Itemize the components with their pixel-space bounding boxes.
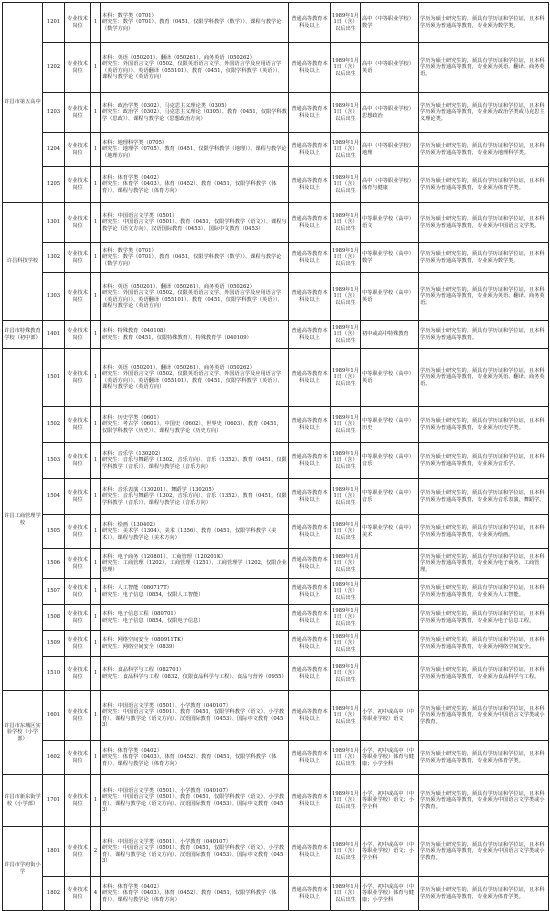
education-requirement: 普通高等教育本科及以上: [289, 203, 331, 243]
table-row: [3, 877, 549, 911]
post-code: 1302: [43, 243, 65, 273]
education-requirement: 普通高等教育本科及以上: [289, 775, 331, 827]
unit-name: 许昌市新东街学校（小学部）: [3, 775, 43, 827]
major-requirement: 本科：体育学类（0402） 研究生：体育学（0403）、体育（0452）、教育（0451，仅限学科教学（体育））、课程与教学论（体育方向）: [101, 877, 289, 911]
age-requirement: 1989年1月1日（含）以后出生: [331, 479, 361, 515]
age-requirement: 1989年1月1日（含）以后出生: [331, 93, 361, 133]
post-code: 1701: [43, 775, 65, 827]
post-code: 1602: [43, 741, 65, 775]
age-requirement: 1989年1月1日（含）以后出生: [331, 203, 361, 243]
post-count: 1: [91, 549, 101, 579]
table-row: [3, 605, 549, 631]
post-count: 1: [91, 631, 101, 657]
other-requirement: 学历为硕士研究生的，须具有学历证和学位证，且本科学历须为普通高等教育，专业须为电子商务、工商管理。: [419, 549, 549, 579]
table-row: [3, 479, 549, 515]
teaching-subject: 中等职业学校（高中）音乐: [361, 443, 419, 479]
post-count: 1: [91, 167, 101, 203]
post-type: 专业技术岗位: [65, 877, 91, 911]
other-requirement: 学历为硕士研究生的，须具有学历证和学位证，且本科学历须为普通高等教育，专业须为中国语言文学类或小学教育。: [419, 691, 549, 741]
table-row: [3, 273, 549, 321]
table-row: [3, 691, 549, 741]
teaching-subject: 小学、初中或高中（中等职业学校）体育与健康；小学全科: [361, 877, 419, 911]
table-row: [3, 133, 549, 167]
other-requirement: 学历为硕士研究生的，须具有学历证和学位证，且本科学历须为普通高等教育，专业须为地理科学类。: [419, 133, 549, 167]
major-requirement: 本科：音乐学（130202） 研究生：音乐与舞蹈学（1302，音乐方向）、音乐（1352）、教育（0451，仅限学科教学（音乐））、课程与教学论（音乐方向）: [101, 443, 289, 479]
education-requirement: 普通高等教育本科及以上: [289, 93, 331, 133]
table-row: [3, 827, 549, 877]
age-requirement: 1989年1月1日（含）以后出生: [331, 43, 361, 93]
post-type: 专业技术岗位: [65, 3, 91, 43]
post-code: 1502: [43, 407, 65, 443]
post-type: 专业技术岗位: [65, 479, 91, 515]
major-requirement: 本科：体育学类（0402） 研究生：体育学（0403）、体育（0452）、教育（0451，仅限学科教学（体育））、课程与教学论（体育方向）: [101, 167, 289, 203]
table-row: [3, 43, 549, 93]
major-requirement: 本科：中国语言文学类（0501）、小学教育（040107） 研究生：中国语言文学（0501）、教育（0451，仅限学科教学（语文）、小学教育）、课程与教学论（语文方向）、汉语国际教育（0453）、国际中文教育（0453）: [101, 775, 289, 827]
major-requirement: 本科：英语（050201）、翻译（050261）、商务英语（050262） 研究生：外国语言文学（0502，仅限英语语言文学、外国语言学及应用语言学（英语方向））、英语翻译（055101）、教育（0451，仅限学科教学（英语））、课程与教学论（英语方向）: [101, 349, 289, 407]
other-requirement: 学历为硕士研究生的，须具有学历证和学位证，且本科学历须为普通高等教育，专业须为中国语言文学类或小学教育。: [419, 775, 549, 827]
teaching-subject: 中等职业学校（高中）数学: [361, 243, 419, 273]
major-requirement: 本科：中国语言文学类（0501）、小学教育（040107） 研究生：中国语言文学（0501）、教育（0451，仅限学科教学（语文）、小学教育）、课程与教学论（语文方向）、汉语国际教育（0453）、国际中文教育（0453）: [101, 691, 289, 741]
age-requirement: 1989年1月1日（含）以后出生: [331, 407, 361, 443]
major-requirement: 本科：人工智能（080717T） 研究生：电子信息（0854，仅限人工智能）: [101, 579, 289, 605]
age-requirement: 1989年1月1日（含）以后出生: [331, 827, 361, 877]
other-requirement: 学历为硕士研究生的，须具有学历证和学位证，且本科学历须为普通高等教育，专业须为绘画。: [419, 515, 549, 549]
recruitment-table: [2, 2, 549, 911]
table-row: [3, 549, 549, 579]
teaching-subject: [361, 605, 419, 631]
age-requirement: 1989年1月1日（含）以后出生: [331, 631, 361, 657]
post-code: 1509: [43, 631, 65, 657]
age-requirement: 1989年1月1日（含）以后出生: [331, 691, 361, 741]
post-count: 1: [91, 479, 101, 515]
age-requirement: 1989年1月1日（含）以后出生: [331, 133, 361, 167]
other-requirement: 学历为硕士研究生的，须具有学历证和学位证，且本科学历须为普通高等教育，专业须为数学类。: [419, 3, 549, 43]
post-count: 1: [91, 691, 101, 741]
education-requirement: 普通高等教育本科及以上: [289, 549, 331, 579]
teaching-subject: 高中（中等职业学校）英语: [361, 43, 419, 93]
post-count: 1: [91, 657, 101, 691]
post-count: 1: [91, 407, 101, 443]
major-requirement: 本科：电子信息工程（080701） 研究生：电子信息（0854，仅限电子信息）: [101, 605, 289, 631]
post-code: 1802: [43, 877, 65, 911]
teaching-subject: 中等职业学校（高中）英语: [361, 273, 419, 321]
other-requirement: 学历为硕士研究生的，须具有学历证和学位证，且本科学历须为普通高等教育，专业须为音乐表演、舞蹈学。: [419, 479, 549, 515]
post-type: 专业技术岗位: [65, 321, 91, 349]
education-requirement: 普通高等教育本科及以上: [289, 321, 331, 349]
post-type: 专业技术岗位: [65, 827, 91, 877]
post-code: 1507: [43, 579, 65, 605]
unit-name: 许昌市特殊教育学校（初中部）: [3, 321, 43, 349]
post-type: 专业技术岗位: [65, 579, 91, 605]
major-requirement: 本科：数学类（0701） 研究生：数学（0701）、教育（0451，仅限学科教学（数学））、课程与教学论（数学方向）: [101, 243, 289, 273]
teaching-subject: 中等职业学校（高中）英语: [361, 349, 419, 407]
education-requirement: 普通高等教育本科及以上: [289, 657, 331, 691]
post-type: 专业技术岗位: [65, 775, 91, 827]
table-row: [3, 407, 549, 443]
education-requirement: 普通高等教育本科及以上: [289, 479, 331, 515]
teaching-subject: 中等职业学校（高中）音乐: [361, 479, 419, 515]
education-requirement: 普通高等教育本科及以上: [289, 407, 331, 443]
post-type: 专业技术岗位: [65, 691, 91, 741]
major-requirement: 本科：特殊教育（040108） 研究生：教育（0451，仅限特殊教育）、特殊教育学（040109）: [101, 321, 289, 349]
table-row: [3, 3, 549, 43]
education-requirement: 普通高等教育本科及以上: [289, 579, 331, 605]
other-requirement: 学历为硕士研究生的，须具有学历证和学位证，且本科学历须为普通高等教育，专业须为英语、翻译、商务英语。: [419, 43, 549, 93]
age-requirement: 1989年1月1日（含）以后出生: [331, 579, 361, 605]
age-requirement: 1989年1月1日（含）以后出生: [331, 273, 361, 321]
teaching-subject: 高中（中等职业学校）数学: [361, 3, 419, 43]
post-code: 1204: [43, 133, 65, 167]
age-requirement: 1989年1月1日（含）以后出生: [331, 515, 361, 549]
post-type: 专业技术岗位: [65, 133, 91, 167]
teaching-subject: 中等职业学校（高中）美术: [361, 515, 419, 549]
table-row: [3, 349, 549, 407]
unit-name: 许昌市第五高中: [3, 3, 43, 203]
table-row: [3, 443, 549, 479]
education-requirement: 普通高等教育本科及以上: [289, 43, 331, 93]
post-type: 专业技术岗位: [65, 273, 91, 321]
major-requirement: 本科：数学类（0701） 研究生：数学（0701）、教育（0451，仅限学科教学（数学））、课程与教学论（数学方向）: [101, 3, 289, 43]
post-count: 1: [91, 273, 101, 321]
major-requirement: 本科：绘画（130402） 研究生：美术学（1304）、美术（1356）、教育（0451，仅限学科教学（美术））、课程与教学论（美术方向）: [101, 515, 289, 549]
post-type: 专业技术岗位: [65, 43, 91, 93]
post-count: 1: [91, 605, 101, 631]
post-code: 1508: [43, 605, 65, 631]
post-code: 1401: [43, 321, 65, 349]
post-count: 1: [91, 203, 101, 243]
major-requirement: 本科：政治学类（0302）、马克思主义理论类（0305） 研究生：政治学（0302）、马克思主义理论（0305）、教育（0451，仅限学科教学（思政））、课程与教学论（思想政治方向）: [101, 93, 289, 133]
post-type: 专业技术岗位: [65, 657, 91, 691]
table-row: [3, 657, 549, 691]
education-requirement: 普通高等教育本科及以上: [289, 605, 331, 631]
table-row: [3, 203, 549, 243]
education-requirement: 普通高等教育本科及以上: [289, 827, 331, 877]
post-code: 1303: [43, 273, 65, 321]
other-requirement: 学历为硕士研究生的，须具有学历证和学位证，且本科学历须为普通高等教育，专业须为网络空间安全。: [419, 631, 549, 657]
education-requirement: 普通高等教育本科及以上: [289, 443, 331, 479]
table-row: [3, 167, 549, 203]
post-type: 专业技术岗位: [65, 243, 91, 273]
post-type: 专业技术岗位: [65, 741, 91, 775]
major-requirement: 本科：中国语言文学类（0501） 研究生：中国语言文学（0501）、教育（0451，仅限学科教学（语文））、课程与教学论（语文方向）、汉语国际教育（0453）、国际中文教育（0453）: [101, 203, 289, 243]
other-requirement: 学历为硕士研究生的，须具有学历证和学位证，且本科学历须为普通高等教育，专业须为电子信息工程。: [419, 605, 549, 631]
post-count: 1: [91, 741, 101, 775]
teaching-subject: [361, 631, 419, 657]
post-code: 1503: [43, 443, 65, 479]
post-type: 专业技术岗位: [65, 93, 91, 133]
teaching-subject: 小学、初中或高中（中等职业学校）语文；小学全科: [361, 827, 419, 877]
post-type: 专业技术岗位: [65, 407, 91, 443]
age-requirement: 1989年1月1日（含）以后出生: [331, 443, 361, 479]
other-requirement: 学历为硕士研究生的，须具有学历证和学位证，且本科学历须为普通高等教育，专业须为数学类。: [419, 243, 549, 273]
post-code: 1601: [43, 691, 65, 741]
teaching-subject: 小学、初中或高中（中等职业学校）语文；小学全科: [361, 775, 419, 827]
post-count: 1: [91, 3, 101, 43]
age-requirement: 1989年1月1日（含）以后出生: [331, 605, 361, 631]
teaching-subject: 小学、初中或高中（中等职业学校）体育与健康；小学全科: [361, 741, 419, 775]
unit-name: 许昌科技学校: [3, 203, 43, 321]
age-requirement: 1989年1月1日（含）以后出生: [331, 243, 361, 273]
other-requirement: 学历为硕士研究生的，须具有学历证和学位证，且本科学历须为普通高等教育，专业须为体育学类。: [419, 167, 549, 203]
post-code: 1202: [43, 43, 65, 93]
post-code: 1505: [43, 515, 65, 549]
age-requirement: 1989年1月1日（含）以后出生: [331, 3, 361, 43]
education-requirement: 普通高等教育本科及以上: [289, 877, 331, 911]
other-requirement: 学历为硕士研究生的，须具有学历证和学位证，且本科学历须为普通高等教育，专业须为体育学类。: [419, 741, 549, 775]
age-requirement: 1989年1月1日（含）以后出生: [331, 549, 361, 579]
table-row: [3, 321, 549, 349]
other-requirement: 学历为硕士研究生的，须具有学历证和学位证，且本科学历须为普通高等教育，专业须为中国语言文学类。: [419, 203, 549, 243]
major-requirement: 本科：地理科学类（0705） 研究生：地理学（0705）、教育（0451，仅限学科教学（地理））、课程与教学论（地理方向）: [101, 133, 289, 167]
major-requirement: 本科：电子商务（120801）、工商管理（120201K） 研究生：工商管理（1202）、工商管理（1251）、工商管理学（1202，仅限企业管理）: [101, 549, 289, 579]
teaching-subject: 初中或高中特殊教育: [361, 321, 419, 349]
major-requirement: 本科：英语（050201）、翻译（050261）、商务英语（050262） 研究生：外国语言文学（0502，仅限英语语言文学、外国语言学及应用语言学（英语方向））、英语翻译（055101）、教育（0451，仅限学科教学（英语））、课程与教学论（英语方向）: [101, 273, 289, 321]
post-code: 1504: [43, 479, 65, 515]
post-count: 1: [91, 443, 101, 479]
table-row: [3, 741, 549, 775]
table-row: [3, 631, 549, 657]
table-row: [3, 579, 549, 605]
major-requirement: 本科：英语（050201）、翻译（050261）、商务英语（050262） 研究生：外国语言文学（0502，仅限英语语言文学、外国语言学及应用语言学（英语方向））、英语翻译（055101）、教育（0451，仅限学科教学（英语））、课程与教学论（英语方向）: [101, 43, 289, 93]
post-type: 专业技术岗位: [65, 203, 91, 243]
table-row: [3, 515, 549, 549]
education-requirement: 普通高等教育本科及以上: [289, 349, 331, 407]
post-code: 1506: [43, 549, 65, 579]
teaching-subject: [361, 657, 419, 691]
table-row: [3, 775, 549, 827]
table-row: [3, 93, 549, 133]
other-requirement: 学历为硕士研究生的，须具有学历证和学位证，且本科学历须为普通高等教育。: [419, 321, 549, 349]
post-type: 专业技术岗位: [65, 631, 91, 657]
post-type: 专业技术岗位: [65, 605, 91, 631]
post-count: 1: [91, 775, 101, 827]
education-requirement: 普通高等教育本科及以上: [289, 243, 331, 273]
age-requirement: 1989年1月1日（含）以后出生: [331, 657, 361, 691]
teaching-subject: 高中（中等职业学校）体育与健康: [361, 167, 419, 203]
education-requirement: 普通高等教育本科及以上: [289, 273, 331, 321]
post-count: 1: [91, 93, 101, 133]
post-count: 1: [91, 243, 101, 273]
table-row: [3, 243, 549, 273]
post-count: 1: [91, 43, 101, 93]
unit-name: 许昌市学府街小学: [3, 827, 43, 911]
other-requirement: 学历为硕士研究生的，须具有学历证和学位证，且本科学历须为普通高等教育，专业须为历史学类。: [419, 407, 549, 443]
post-count: 1: [91, 321, 101, 349]
education-requirement: 普通高等教育本科及以上: [289, 631, 331, 657]
education-requirement: 普通高等教育本科及以上: [289, 691, 331, 741]
other-requirement: 学历为硕士研究生的，须具有学历证和学位证，且本科学历须为普通高等教育，专业须为人工智能。: [419, 579, 549, 605]
major-requirement: 本科：音乐表演（130201）、舞蹈学（130205） 研究生：音乐与舞蹈学（1302，音乐方向）、音乐（1352）、教育（0451，仅限学科教学（音乐））、课程与教学论（音乐方向）: [101, 479, 289, 515]
education-requirement: 普通高等教育本科及以上: [289, 133, 331, 167]
age-requirement: 1989年1月1日（含）以后出生: [331, 321, 361, 349]
post-code: 1203: [43, 93, 65, 133]
post-code: 1510: [43, 657, 65, 691]
other-requirement: 学历为硕士研究生的，须具有学历证和学位证，且本科学历须为普通高等教育，专业须为音乐学。: [419, 443, 549, 479]
unit-name: 许昌工商管理学校: [3, 349, 43, 691]
other-requirement: 学历为硕士研究生的，须具有学历证和学位证，且本科学历须为普通高等教育，专业须为食品科学与工程。: [419, 657, 549, 691]
post-code: 1201: [43, 3, 65, 43]
teaching-subject: 中等职业学校（高中）语文: [361, 203, 419, 243]
major-requirement: 本科：网络空间安全（080911TK） 研究生：网络空间安全（0839）: [101, 631, 289, 657]
post-count: 4: [91, 877, 101, 911]
teaching-subject: 中等职业学校（高中）历史: [361, 407, 419, 443]
post-count: 1: [91, 515, 101, 549]
age-requirement: 1989年1月1日（含）以后出生: [331, 349, 361, 407]
post-count: 1: [91, 349, 101, 407]
other-requirement: 学历为硕士研究生的，须具有学历证和学位证，且本科学历须为普通高等教育，专业须为中国语言文学类或小学教育。: [419, 827, 549, 877]
other-requirement: 学历为硕士研究生的，须具有学历证和学位证，且本科学历须为普通高等教育，专业须为英语、翻译、商务英语。: [419, 273, 549, 321]
post-code: 1801: [43, 827, 65, 877]
major-requirement: 本科：历史学类（0601） 研究生：考古学（0601）、中国史（0602）、世界史（0603）、教育（0451，仅限学科教学（历史））、课程与教学论（历史方向）: [101, 407, 289, 443]
teaching-subject: [361, 579, 419, 605]
post-count: 1: [91, 133, 101, 167]
post-count: 1: [91, 579, 101, 605]
post-code: 1301: [43, 203, 65, 243]
teaching-subject: 高中（中等职业学校）思想政治: [361, 93, 419, 133]
education-requirement: 普通高等教育本科及以上: [289, 167, 331, 203]
age-requirement: 1989年1月1日（含）以后出生: [331, 877, 361, 911]
major-requirement: 本科：体育学类（0402） 研究生：体育学（0403）、体育（0452）、教育（0451，仅限学科教学（体育））、课程与教学论（体育方向）: [101, 741, 289, 775]
teaching-subject: [361, 549, 419, 579]
post-type: 专业技术岗位: [65, 515, 91, 549]
post-type: 专业技术岗位: [65, 349, 91, 407]
other-requirement: 学历为硕士研究生的，须具有学历证和学位证，且本科学历须为普通高等教育，专业须为体育学类。: [419, 877, 549, 911]
age-requirement: 1989年1月1日（含）以后出生: [331, 167, 361, 203]
age-requirement: 1989年1月1日（含）以后出生: [331, 741, 361, 775]
post-count: 2: [91, 827, 101, 877]
post-type: 专业技术岗位: [65, 443, 91, 479]
post-code: 1501: [43, 349, 65, 407]
teaching-subject: 高中（中等职业学校）地理: [361, 133, 419, 167]
age-requirement: 1989年1月1日（含）以后出生: [331, 775, 361, 827]
table-body: [3, 3, 549, 911]
post-type: 专业技术岗位: [65, 549, 91, 579]
teaching-subject: 小学、初中或高中（中等职业学校）语文: [361, 691, 419, 741]
education-requirement: 普通高等教育本科及以上: [289, 741, 331, 775]
education-requirement: 普通高等教育本科及以上: [289, 3, 331, 43]
education-requirement: 普通高等教育本科及以上: [289, 515, 331, 549]
major-requirement: 本科：食品科学与工程（082701） 研究生：食品科学与工程（0832，仅限食品科学与工程）、食品与营养（0955）: [101, 657, 289, 691]
major-requirement: 本科：中国语言文学类（0501）、小学教育（040107） 研究生：中国语言文学（0501）、教育（0451，仅限学科教学（语文）、小学教育）、课程与教学论（语文方向）、汉语国际教育（0453）、国际中文教育（0453）: [101, 827, 289, 877]
unit-name: 许昌市东城区实验学校（小学部）: [3, 691, 43, 775]
post-code: 1205: [43, 167, 65, 203]
post-type: 专业技术岗位: [65, 167, 91, 203]
other-requirement: 学历为硕士研究生的，须具有学历证和学位证，且本科学历须为普通高等教育，专业须为英语、翻译、商务英语。: [419, 349, 549, 407]
other-requirement: 学历为硕士研究生的，须具有学历证和学位证，且本科学历须为普通高等教育，专业须为政治学类或马克思主义理论类。: [419, 93, 549, 133]
